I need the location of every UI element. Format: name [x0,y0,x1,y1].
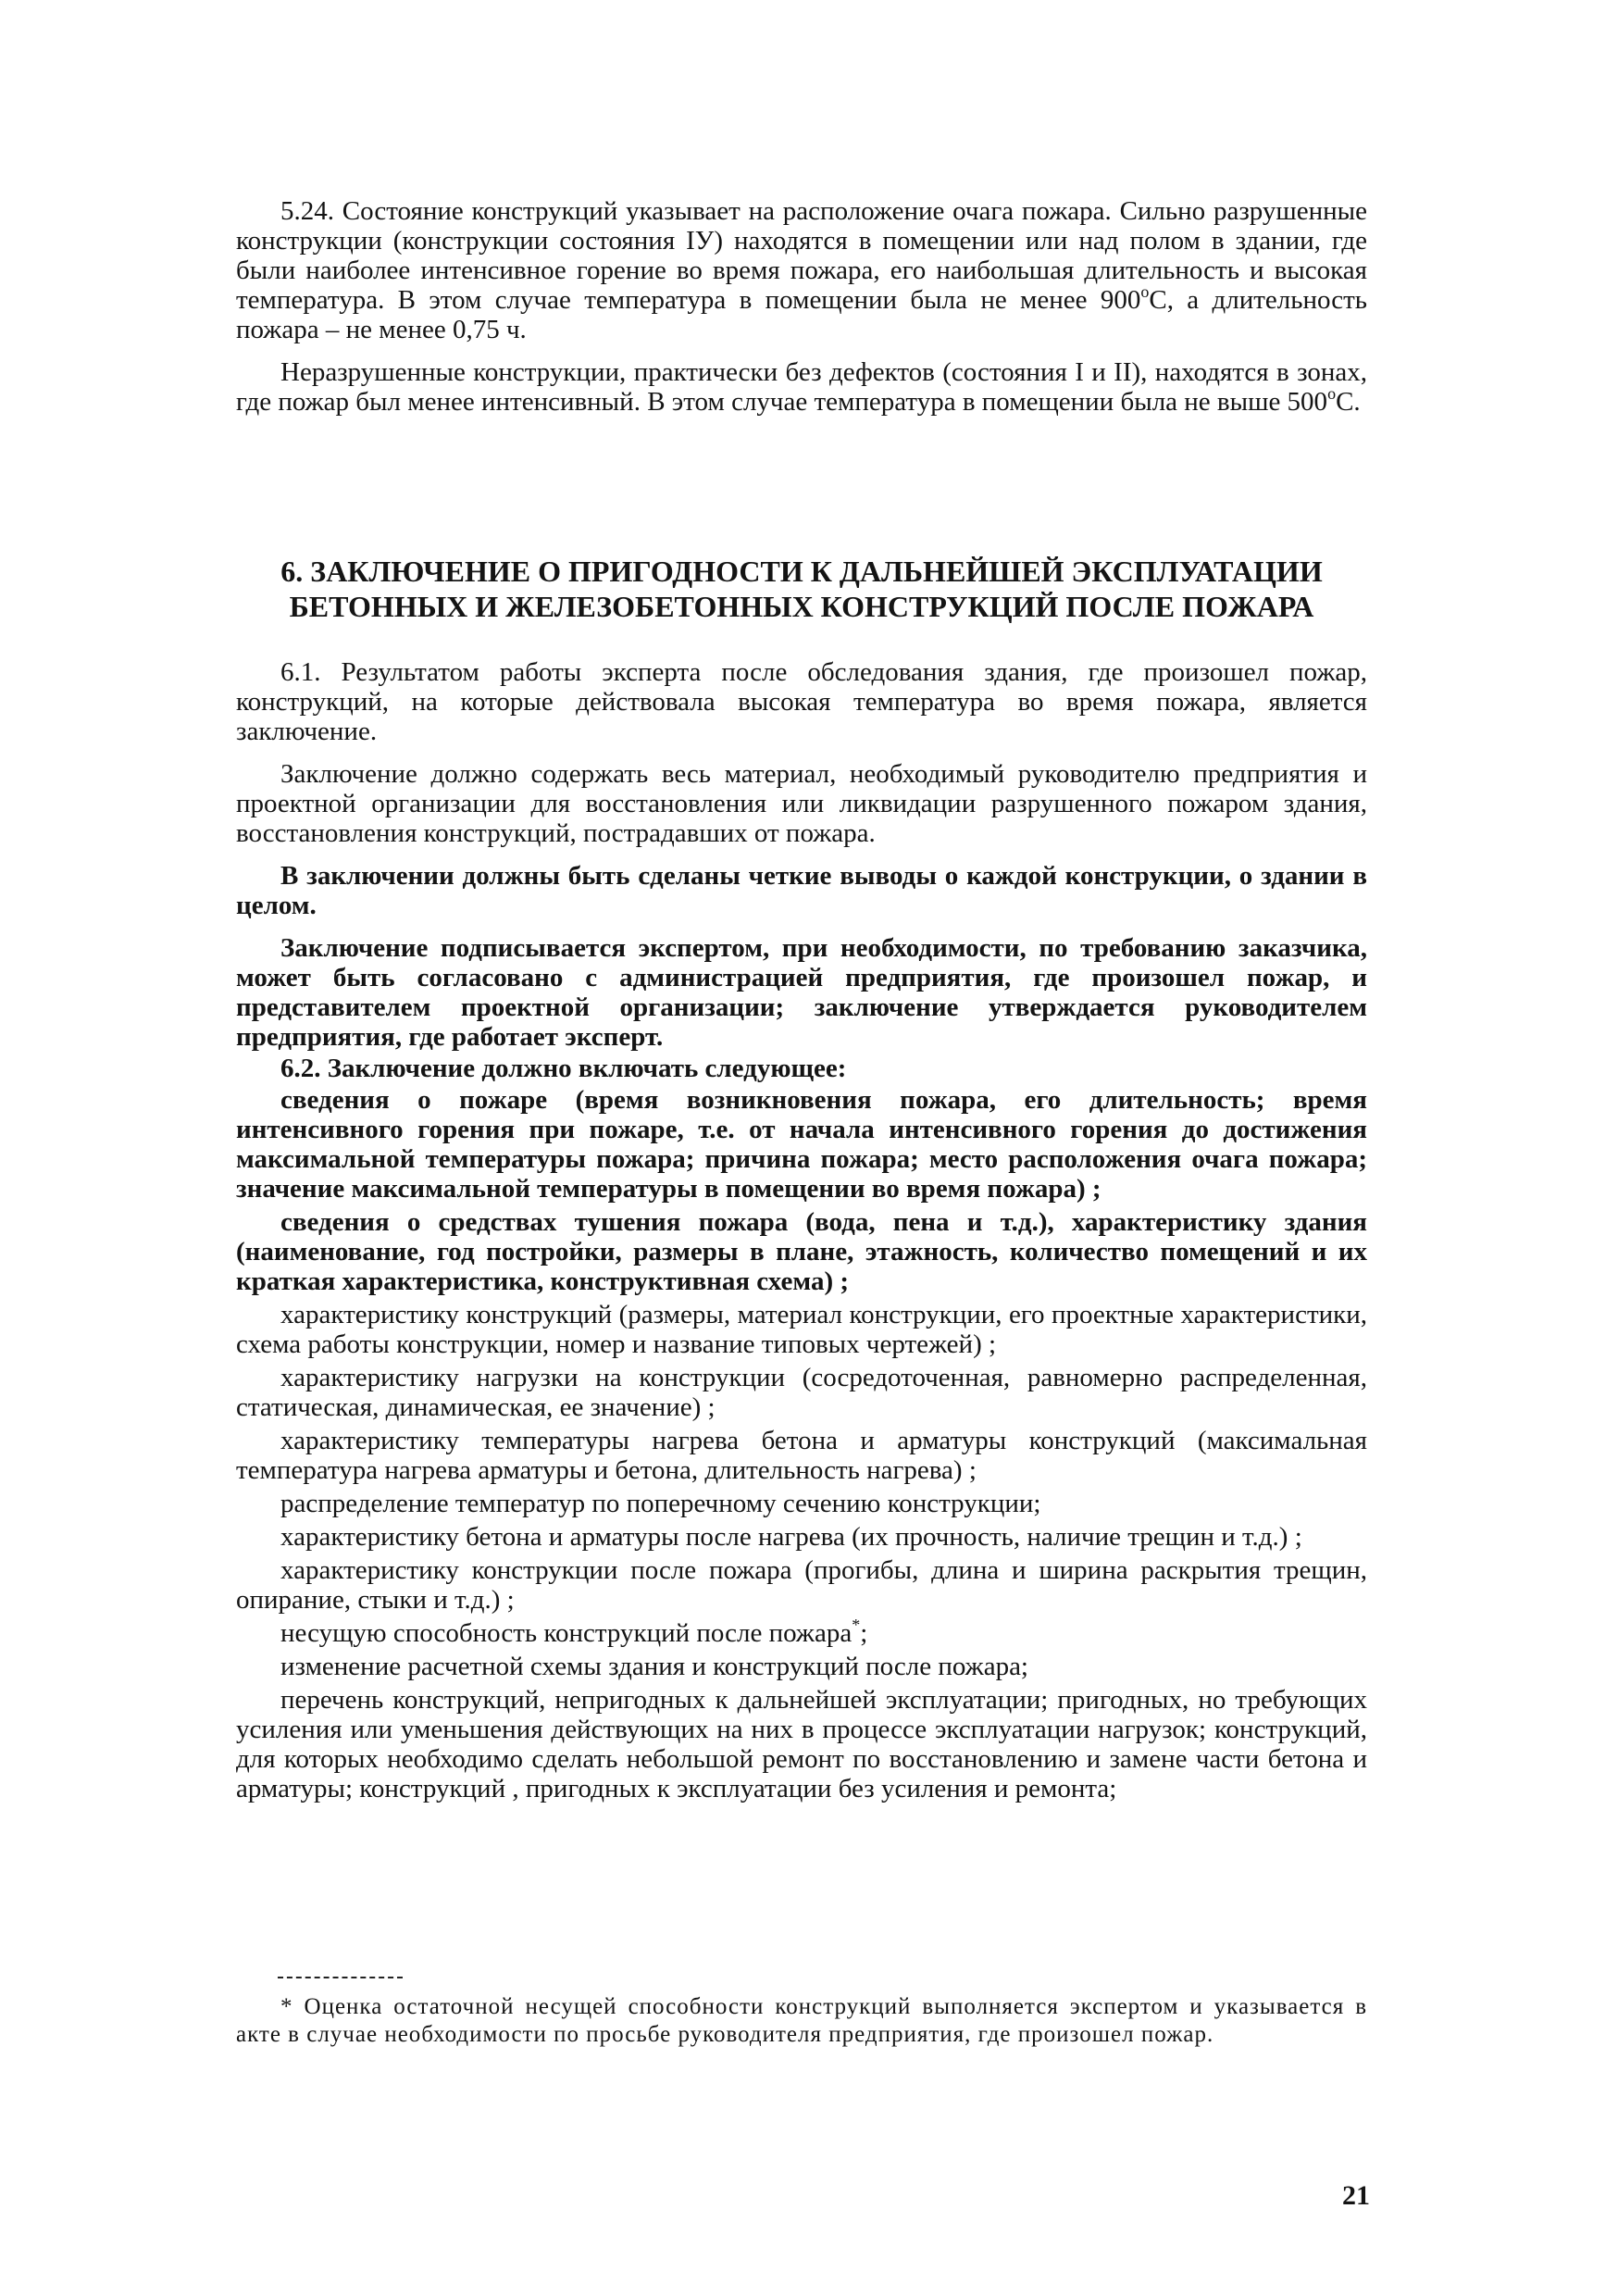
footnote [236,1993,1367,2049]
section-6-heading [236,554,1367,624]
paragraph-conclusion-content: Заключение должно содержать весь материал, необходимый руководителю предприятия и проектной организации для восстановления или ликвидации разрушенного пожаром здания, восстановления конструкций, пострадавших от пожара. [236,759,1367,848]
list-item: изменение расчетной схемы здания и конструкций после пожара; [280,1652,1028,1681]
section-6-body [236,657,1367,1807]
list-item: сведения о пожаре (время возникновения пожара, его длительность; время интенсивного горения при пожаре, т.е. от начала интенсивного горения до достижения максимальной температуры пожара; причина пожара; место расположения очага пожара; значение максимальной температуры в помещении во время пожара) ; [236,1085,1367,1204]
paragraph-5-24: 5.24. Состояние конструкций указывает на расположение очага пожара. Сильно разрушенные конструкции (конструкции состояния ІУ) находятся в помещении или над полом в здании, где были наиболее интенсивное горение во время пожара, его наибольшая длительность и высокая температура. В этом случае температура в помещении была не менее $900^оС$, а длительность пожара – не менее 0,75 ч. [236,196,1367,344]
list-item: характеристику конструкций (размеры, материал конструкции, его проектные характеристики, схема работы конструкции, номер и название типовых чертежей) ; [236,1300,1367,1359]
heading-line-2: БЕТОННЫХ И ЖЕЛЕЗОБЕТОННЫХ КОНСТРУКЦИЙ ПОСЛЕ ПОЖАРА [289,590,1314,623]
list-item: характеристику бетона и арматуры после нагрева (их прочность, наличие трещин и т.д.) ; [280,1522,1302,1552]
degree-mark: о [1140,282,1150,301]
list-item: сведения о средствах тушения пожара (вода, пена и т.д.), характеристику здания (наименование, год постройки, размеры в плане, этажность, количество помещений и их краткая характеристика, конструктивная схема) ; [236,1207,1367,1296]
paragraph-signing: Заключение подписывается экспертом, при необходимости, по требованию заказчика, может быть согласовано с администрацией предприятия, где произошел пожар, и представителем проектной организации; заключение утверждается руководителем предприятия, где работает эксперт. [236,933,1367,1052]
section-5-24 [236,196,1367,430]
degree-mark: о [1327,384,1337,403]
list-item: характеристику температуры нагрева бетона и арматуры конструкций (максимальная температура нагрева арматуры и бетона, длительность нагрева) ; [236,1426,1367,1485]
paragraph-conclusions: В заключении должны быть сделаны четкие выводы о каждой конструкции, о здании в целом. [236,861,1367,920]
footnote-text: Оценка остаточной несущей способности конструкций выполняется экспертом и указывается в акте в случае необходимости по просьбе руководителя предприятия, где произошел пожар. [236,1994,1368,2047]
list-item: несущую способность конструкций после пожара*; [280,1616,868,1648]
page-number: 21 [1342,2180,1370,2211]
list-item: распределение температур по поперечному сечению конструкции; [280,1489,1041,1518]
paragraph-6-1: 6.1. Результатом работы эксперта после обследования здания, где произошел пожар, конструкций, на которые действовала высокая температура во время пожара, является заключение. [236,657,1367,746]
list-item: характеристику конструкции после пожара (прогибы, длина и ширина раскрытия трещин, опирание, стыки и т.д.) ; [236,1555,1367,1615]
paragraph-6-2: 6.2. Заключение должно включать следующее: [280,1054,847,1083]
list-item: перечень конструкций, непригодных к дальнейшей эксплуатации; пригодных, но требующих усиления или уменьшения действующих на них в процессе эксплуатации нагрузок; конструкций, для которых необходимо сделать небольшой ремонт по восстановлению и замене части бетона и арматуры; конструкций , пригодных к эксплуатации без усиления и ремонта; [236,1685,1367,1803]
paragraph-undamaged: Неразрушенные конструкции, практически без дефектов (состояния І и ІІ), находятся в зонах, где пожар был менее интенсивный. В этом случае температура в помещении была не выше $500^оС$. [236,357,1367,417]
footnote-mark: * [280,1994,293,2019]
list-item: характеристику нагрузки на конструкции (сосредоточенная, равномерно распределенная, статическая, динамическая, ее значение) ; [236,1363,1367,1422]
heading-line-1: 6. ЗАКЛЮЧЕНИЕ О ПРИГОДНОСТИ К ДАЛЬНЕЙШЕЙ ЭКСПЛУАТАЦИИ [280,555,1323,588]
footnote-divider [278,1977,403,1978]
footnote-reference: * [852,1616,861,1634]
contents-list [236,1085,1367,1803]
